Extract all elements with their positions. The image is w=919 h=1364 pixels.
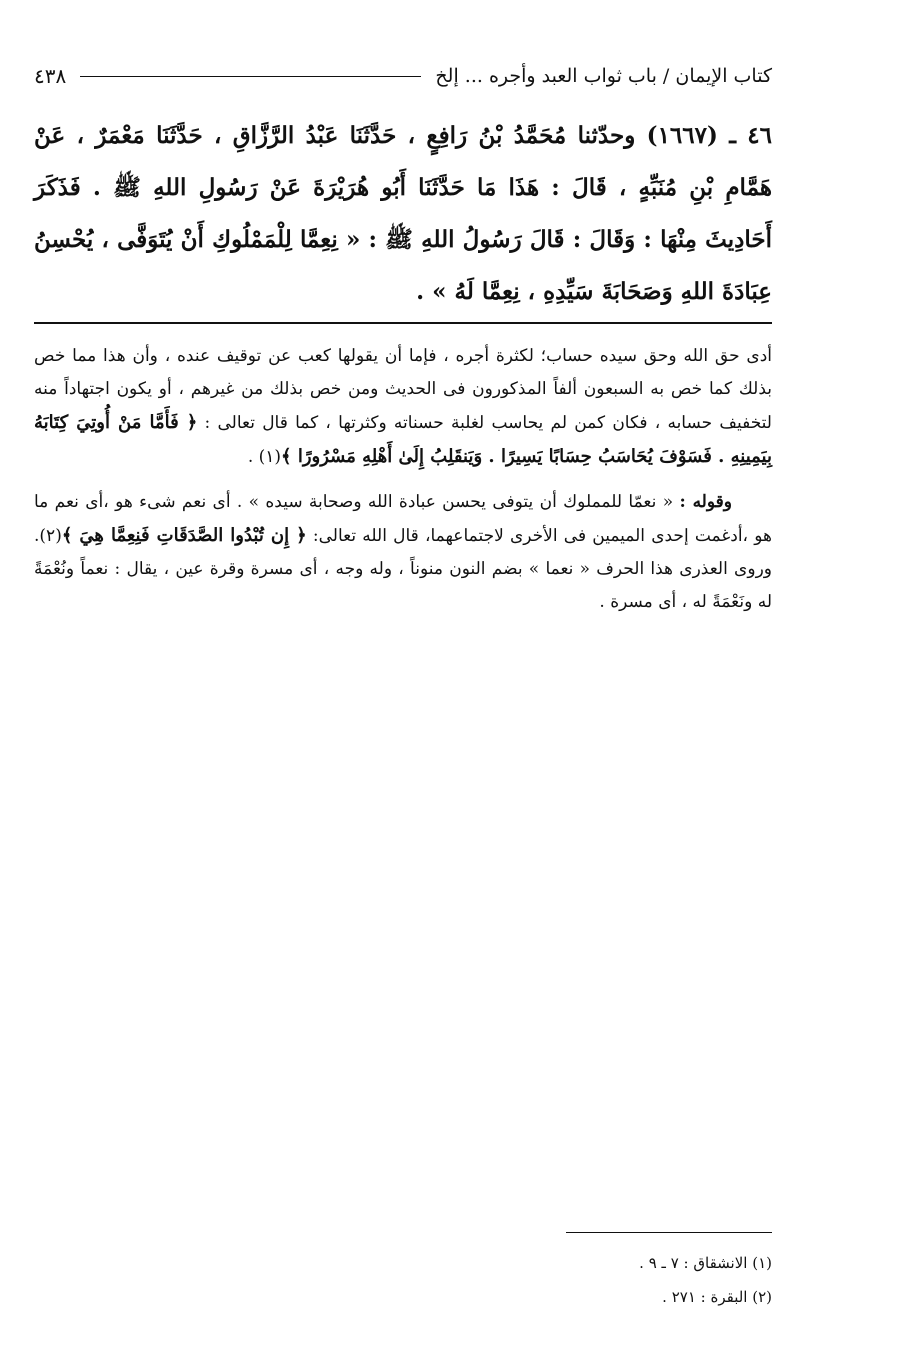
running-header [34, 60, 772, 92]
commentary-paragraph [34, 486, 772, 619]
quran-quote: ﴿ فَأَمَّا مَنْ أُوتِيَ كِتَابَهُ بِيَمِينِهِ . فَسَوْفَ يُحَاسَبُ حِسَابًا يَسِيرًا . وَيَنقَلِبُ إِلَىٰ أَهْلِهِ مَسْرُورًا ﴾ [34, 412, 772, 467]
commentary-text: « نعمّا للمملوك أن يتوفى يحسن عبادة الله وصحابة سيده » . أى نعم شىء هو ،أى نعم ما هو ،أدغمت إحدى الميمين فى الأخرى لاجتماعهما، قال الله تعالى: [34, 492, 772, 546]
hadith-text: ٤٦ ـ (١٦٦٧) وحدّثنا مُحَمَّدُ بْنُ رَافِعٍ ، حَدَّثَنَا عَبْدُ الرَّزَّاقِ ، حَدَّثَنَا مَعْمَرٌ ، عَنْ هَمَّامِ بْنِ مُنَبِّهٍ ، قَالَ : هَذَا مَا حَدَّثَنَا أَبُو هُرَيْرَةَ عَنْ رَسُولِ اللهِ ﷺ . فَذَكَرَ أَحَادِيثَ مِنْهَا : وَقَالَ : قَالَ رَسُولُ اللهِ ﷺ : « نِعِمَّا لِلْمَمْلُوكِ أَنْ يُتَوَفَّى ، يُحْسِنُ عِبَادَةَ اللهِ وَصَحَابَةَ سَيِّدِهِ ، نِعِمَّا لَهُ » . [34, 122, 772, 305]
footnote: (٢) البقرة : ٢٧١ . [662, 1288, 772, 1306]
commentary-text: أدى حق الله وحق سيده حساب؛ لكثرة أجره ، فإما أن يقولها كعب عن توقيف عنده ، وأن هذا مما خص بذلك كما خص به السبعون ألفاً المذكورون فى الحديث ومن خص بذلك من غيرهم ، أو يكون اجتهاداً منه لتخفيف حسابه ، فكان كمن لم يحاسب لغلبة حسناته وكثرتها ، كما قال تعالى : [34, 346, 772, 433]
footnote: (١) الانشقاق : ٧ ـ ٩ . [639, 1254, 772, 1272]
chapter-title: كتاب الإيمان / باب ثواب العبد وأجره ... إلخ [435, 65, 772, 87]
text-separator [34, 322, 772, 324]
footnotes [34, 1246, 772, 1314]
header-rule [80, 76, 421, 77]
quran-quote: ﴿ إِن تُبْدُوا الصَّدَقَاتِ فَنِعِمَّا هِيَ ﴾ [61, 525, 307, 546]
commentary-lead: وقوله : [679, 492, 732, 512]
commentary-paragraph [34, 340, 772, 474]
footnote-ref: (١) . [247, 447, 282, 467]
page-number: ٤٣٨ [34, 64, 67, 88]
commentary [34, 340, 772, 619]
footnote-separator [566, 1232, 772, 1233]
commentary-text: (٢). وروى العذرى هذا الحرف « نعما » بضم النون منوناً ، وله وجه ، أى مسرة وقرة عين ، يقال : نعماً ونُعْمَةً له ونَعْمَةً له ، أى مسرة . [34, 526, 772, 612]
